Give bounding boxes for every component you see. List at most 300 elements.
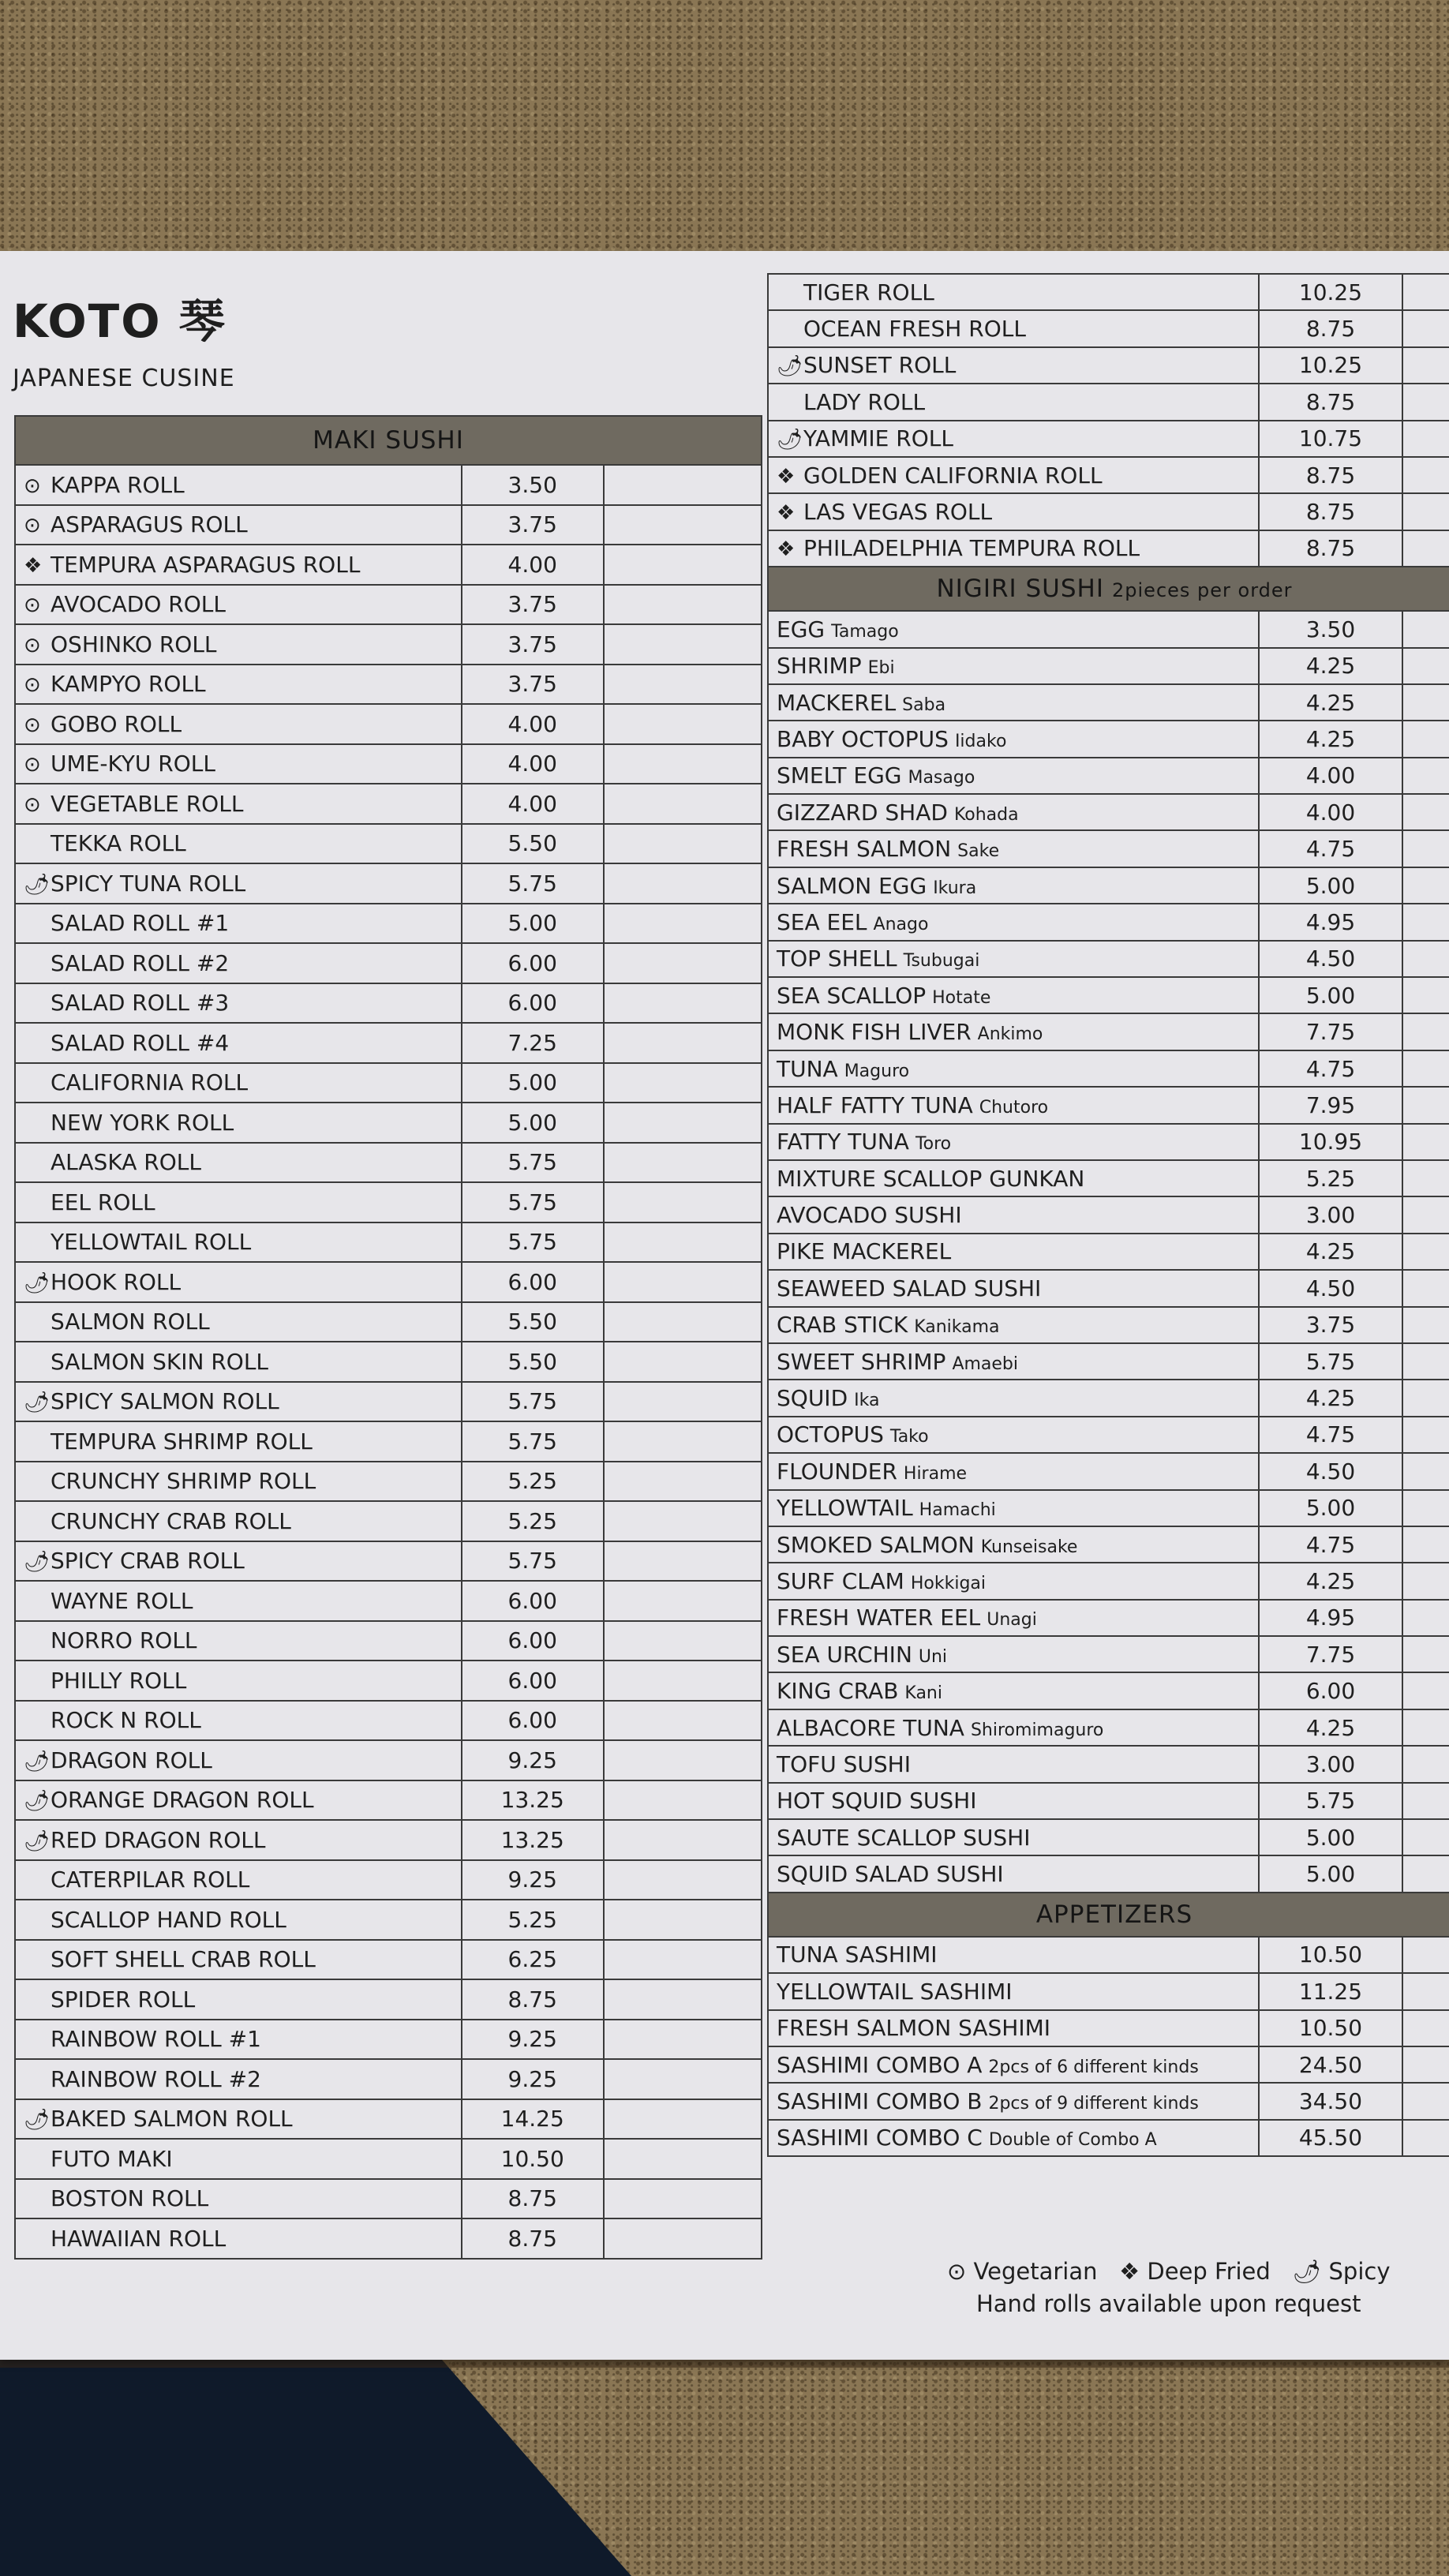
item-name: VEGETABLE ROLL <box>51 790 244 817</box>
item-name-cell <box>15 1143 462 1183</box>
item-name-cell <box>768 1013 1259 1050</box>
item-name-cell <box>15 624 462 665</box>
item-price: 4.00 <box>462 704 604 744</box>
blank-cell <box>1402 1050 1449 1087</box>
item-price: 3.00 <box>1259 1746 1402 1782</box>
item-name: ORANGE DRAGON ROLL <box>51 1787 314 1814</box>
item-name: FRESH SALMON SASHIMI <box>777 2015 1051 2042</box>
item-price: 4.00 <box>462 784 604 824</box>
item-name: CRUNCHY CRAB ROLL <box>51 1507 291 1534</box>
menu-item-row <box>768 611 1449 647</box>
item-japanese-name: Kanikama <box>914 1317 1000 1338</box>
item-name-cell <box>15 1621 462 1661</box>
item-price: 4.00 <box>462 545 604 585</box>
item-price: 9.25 <box>462 1740 604 1780</box>
menu-item-row <box>15 1860 762 1900</box>
item-name-cell <box>768 1270 1259 1306</box>
item-name-cell <box>768 530 1259 567</box>
blank-cell <box>1402 611 1449 647</box>
item-price: 4.00 <box>1259 794 1402 830</box>
item-name: SALAD ROLL #2 <box>51 949 230 976</box>
table-surface-shadow <box>0 2360 631 2576</box>
menu-item-row <box>15 1462 762 1502</box>
item-japanese-name: Uni <box>918 1646 948 1667</box>
item-japanese-name: Sake <box>957 841 1000 862</box>
menu-item-row <box>768 2010 1449 2046</box>
item-price: 4.95 <box>1259 904 1402 940</box>
item-japanese-name: Masago <box>908 768 975 788</box>
item-name: YELLOWTAIL ROLL <box>51 1229 252 1256</box>
menu-item-row <box>15 1143 762 1183</box>
blank-cell <box>604 585 762 625</box>
item-name-cell <box>15 1541 462 1582</box>
menu-item-row <box>15 665 762 705</box>
item-name-cell <box>15 1462 462 1502</box>
blank-cell <box>604 1541 762 1582</box>
blank-cell <box>1402 1453 1449 1489</box>
menu-item-row <box>768 1819 1449 1855</box>
blank-cell <box>1402 1307 1449 1343</box>
blank-cell <box>604 1661 762 1701</box>
right-column-table <box>767 273 1449 2157</box>
menu-item-row <box>15 1979 762 2020</box>
item-japanese-name: Anago <box>873 914 929 934</box>
item-name: SWEET SHRIMP <box>777 1348 946 1375</box>
item-name-cell <box>768 1636 1259 1672</box>
menu-item-row <box>15 2020 762 2060</box>
item-name: SPICY TUNA ROLL <box>51 870 246 897</box>
vegetarian-icon: ⊙ <box>947 2258 967 2285</box>
item-name: SURF CLAM <box>777 1567 904 1594</box>
vegetarian-icon: ⊙ <box>24 713 41 737</box>
menu-item-row <box>15 2059 762 2099</box>
menu-item-row <box>768 1270 1449 1306</box>
item-price: 8.75 <box>1259 530 1402 567</box>
item-name-cell <box>15 983 462 1024</box>
item-price: 4.25 <box>1259 648 1402 684</box>
item-japanese-name: Ebi <box>867 658 895 679</box>
item-name-cell <box>15 465 462 505</box>
blank-cell <box>604 983 762 1024</box>
item-name: TUNA SASHIMI <box>777 1941 938 1968</box>
item-price: 5.25 <box>462 1501 604 1541</box>
item-price: 10.50 <box>1259 2010 1402 2046</box>
item-price: 5.25 <box>462 1900 604 1940</box>
item-name-cell <box>768 1563 1259 1599</box>
blank-cell <box>1402 830 1449 867</box>
vegetarian-icon: ⊙ <box>24 673 41 698</box>
legend-spicy: Spicy <box>1328 2258 1391 2285</box>
item-price: 13.25 <box>462 1820 604 1860</box>
menu-item-row <box>15 1701 762 1741</box>
item-price: 3.75 <box>462 505 604 545</box>
menu-item-row <box>768 867 1449 904</box>
item-name: DRAGON ROLL <box>51 1747 212 1773</box>
item-name-cell <box>768 274 1259 310</box>
menu-item-row <box>15 1900 762 1940</box>
item-name-cell <box>768 867 1259 904</box>
item-name: SPICY SALMON ROLL <box>51 1388 279 1415</box>
section-header <box>768 1893 1449 1937</box>
item-price: 5.75 <box>462 1382 604 1422</box>
item-name-cell <box>15 1302 462 1342</box>
item-name: OSHINKO ROLL <box>51 631 217 657</box>
spicy-icon: 🌶 <box>24 1789 51 1814</box>
item-price: 4.50 <box>1259 941 1402 977</box>
item-price: 5.00 <box>1259 1855 1402 1892</box>
blank-cell <box>1402 758 1449 794</box>
item-name-cell <box>768 1600 1259 1636</box>
blank-cell <box>1402 941 1449 977</box>
menu-item-row <box>15 1023 762 1063</box>
menu-item-row <box>768 347 1449 384</box>
item-name: SOFT SHELL CRAB ROLL <box>51 1946 316 1973</box>
item-name-cell <box>15 2139 462 2179</box>
item-name: YELLOWTAIL <box>777 1495 913 1522</box>
blank-cell <box>604 1940 762 1980</box>
blank-cell <box>604 824 762 864</box>
blank-cell <box>1402 904 1449 940</box>
blank-cell <box>604 2020 762 2060</box>
item-name: SEA SCALLOP <box>777 982 927 1009</box>
section-title: APPETIZERS <box>1035 1900 1193 1929</box>
blank-cell <box>604 665 762 705</box>
item-name-cell <box>15 704 462 744</box>
menu-item-row <box>15 1621 762 1661</box>
menu-item-row <box>15 1421 762 1462</box>
item-name-cell <box>15 545 462 585</box>
item-name: FRESH SALMON <box>777 836 952 863</box>
menu-item-row <box>768 977 1449 1013</box>
blank-cell <box>1402 384 1449 420</box>
blank-cell <box>1402 421 1449 457</box>
blank-cell <box>1402 1270 1449 1306</box>
item-name-cell <box>768 347 1259 384</box>
item-japanese-name: Maguro <box>844 1061 910 1081</box>
section-title: NIGIRI SUSHI <box>936 575 1104 604</box>
deep-fried-icon: ❖ <box>1119 2258 1140 2285</box>
item-price: 3.75 <box>462 624 604 665</box>
menu-item-row <box>768 1087 1449 1123</box>
item-name-cell <box>15 585 462 625</box>
blank-cell <box>604 904 762 944</box>
item-price: 3.50 <box>462 465 604 505</box>
blank-cell <box>1402 1672 1449 1709</box>
menu-item-row <box>15 2218 762 2259</box>
menu-item-row <box>15 1222 762 1263</box>
blank-cell <box>1402 1417 1449 1453</box>
item-name-cell <box>768 977 1259 1013</box>
menu-item-row <box>15 904 762 944</box>
item-price: 7.95 <box>1259 1087 1402 1123</box>
item-name-cell <box>15 1103 462 1143</box>
blank-cell <box>604 1143 762 1183</box>
menu-item-row <box>768 1600 1449 1636</box>
blank-cell <box>1402 648 1449 684</box>
item-price: 4.25 <box>1259 684 1402 721</box>
legend-vegetarian: Vegetarian <box>973 2258 1098 2285</box>
item-japanese-name: Iidako <box>954 731 1007 751</box>
blank-cell <box>604 1462 762 1502</box>
deep-fried-icon: ❖ <box>777 464 796 489</box>
item-name-cell <box>768 1937 1259 1973</box>
blank-cell <box>604 1501 762 1541</box>
menu-item-row <box>768 1307 1449 1343</box>
item-price: 3.75 <box>462 665 604 705</box>
item-name: SEA EEL <box>777 908 867 935</box>
item-name-cell <box>768 2083 1259 2119</box>
menu-item-row <box>768 1013 1449 1050</box>
item-name: PHILADELPHIA TEMPURA ROLL <box>803 535 1140 562</box>
blank-cell <box>604 1780 762 1821</box>
item-price: 9.25 <box>462 2059 604 2099</box>
item-name: LAS VEGAS ROLL <box>803 499 993 526</box>
blank-cell <box>1402 1234 1449 1270</box>
item-price: 6.00 <box>462 1661 604 1701</box>
item-name: SMELT EGG <box>777 762 902 789</box>
blank-cell <box>1402 1380 1449 1416</box>
item-price: 34.50 <box>1259 2083 1402 2119</box>
item-name: PHILLY ROLL <box>51 1667 187 1694</box>
item-japanese-name: Tako <box>889 1427 929 1447</box>
item-name: SASHIMI COMBO B <box>777 2088 983 2115</box>
item-name: YELLOWTAIL SASHIMI <box>777 1978 1013 2005</box>
item-name-cell <box>768 2046 1259 2083</box>
item-name-cell <box>768 310 1259 346</box>
menu-item-row <box>15 943 762 983</box>
menu-item-row <box>15 1661 762 1701</box>
item-name: SPIDER ROLL <box>51 1986 196 2012</box>
deep-fried-icon: ❖ <box>777 501 796 526</box>
menu-item-row <box>768 721 1449 757</box>
item-name-cell <box>768 721 1259 757</box>
menu-item-row <box>15 465 762 505</box>
item-name-cell <box>768 1087 1259 1123</box>
item-name: SASHIMI COMBO A <box>777 2051 983 2078</box>
menu-item-row <box>768 530 1449 567</box>
item-price: 5.75 <box>1259 1783 1402 1819</box>
item-name: FRESH WATER EEL <box>777 1604 981 1631</box>
menu-item-row <box>768 1343 1449 1380</box>
menu-item-row <box>768 648 1449 684</box>
item-name-cell <box>15 1581 462 1621</box>
menu-item-row <box>768 1672 1449 1709</box>
item-name: KING CRAB <box>777 1678 899 1705</box>
spicy-icon: 🌶 <box>24 2108 51 2132</box>
menu-item-row <box>768 758 1449 794</box>
blank-cell <box>604 1182 762 1222</box>
item-name-cell <box>15 1501 462 1541</box>
item-name-cell <box>768 1196 1259 1233</box>
item-name-cell <box>15 2099 462 2140</box>
menu-item-row <box>15 1063 762 1103</box>
item-name-cell <box>15 1222 462 1263</box>
item-name-cell <box>768 2120 1259 2156</box>
item-price: 3.50 <box>1259 611 1402 647</box>
item-japanese-name: Ikura <box>933 878 977 898</box>
item-japanese-name: Tamago <box>831 621 899 642</box>
menu-item-row <box>768 1196 1449 1233</box>
menu-item-row <box>768 904 1449 940</box>
blank-cell <box>1402 347 1449 384</box>
menu-item-row <box>15 505 762 545</box>
menu-item-row <box>15 1182 762 1222</box>
menu-item-row <box>15 824 762 864</box>
item-name: MIXTURE SCALLOP GUNKAN <box>777 1165 1085 1192</box>
item-name-cell <box>15 1820 462 1860</box>
item-name: ROCK N ROLL <box>51 1707 201 1734</box>
section-title-cell <box>15 416 762 465</box>
item-price: 7.25 <box>462 1023 604 1063</box>
menu-item-row <box>768 1746 1449 1782</box>
deep-fried-icon: ❖ <box>24 553 43 578</box>
item-price: 9.25 <box>462 2020 604 2060</box>
menu-item-row <box>15 1103 762 1143</box>
item-name-cell <box>768 421 1259 457</box>
item-name-cell <box>15 1063 462 1103</box>
item-name: FLOUNDER <box>777 1458 897 1485</box>
blank-cell <box>604 1421 762 1462</box>
menu-item-row <box>15 2099 762 2140</box>
blank-cell <box>1402 2120 1449 2156</box>
blank-cell <box>604 1979 762 2020</box>
menu-item-row <box>768 2046 1449 2083</box>
legend-deep-fried: Deep Fried <box>1147 2258 1271 2285</box>
item-price: 8.75 <box>1259 493 1402 530</box>
item-price: 6.00 <box>462 983 604 1024</box>
blank-cell <box>1402 274 1449 310</box>
menu-item-row <box>15 1780 762 1821</box>
item-name: CRUNCHY SHRIMP ROLL <box>51 1468 316 1495</box>
item-name: EEL ROLL <box>51 1189 155 1215</box>
vegetarian-icon: ⊙ <box>24 474 41 498</box>
item-price: 6.25 <box>462 1940 604 1980</box>
menu-item-row <box>768 1453 1449 1489</box>
item-name-cell <box>15 2179 462 2219</box>
item-japanese-name: 2pcs of 6 different kinds <box>988 2057 1199 2077</box>
blank-cell <box>1402 530 1449 567</box>
spicy-icon: 🌶 <box>777 428 803 452</box>
menu-item-row <box>768 1490 1449 1526</box>
item-price: 10.50 <box>1259 1937 1402 1973</box>
menu-item-row <box>15 2139 762 2179</box>
item-name: SCALLOP HAND ROLL <box>51 1906 286 1933</box>
item-japanese-name: Unagi <box>987 1610 1037 1631</box>
item-name: SQUID <box>777 1385 848 1412</box>
maki-sushi-table <box>14 415 762 2260</box>
item-price: 10.25 <box>1259 274 1402 310</box>
item-price: 10.50 <box>462 2139 604 2179</box>
deep-fried-icon: ❖ <box>777 537 796 562</box>
item-name-cell <box>768 1746 1259 1782</box>
item-name: TIGER ROLL <box>803 279 934 305</box>
item-price: 4.00 <box>462 744 604 784</box>
item-price: 4.75 <box>1259 1417 1402 1453</box>
item-name: SALMON ROLL <box>51 1309 210 1335</box>
menu-item-row <box>15 1262 762 1302</box>
item-name-cell <box>768 941 1259 977</box>
item-name-cell <box>15 943 462 983</box>
blank-cell <box>604 465 762 505</box>
blank-cell <box>1402 1783 1449 1819</box>
item-price: 4.50 <box>1259 1270 1402 1306</box>
item-name: ASPARAGUS ROLL <box>51 511 248 538</box>
vegetarian-icon: ⊙ <box>24 514 41 538</box>
blank-cell <box>604 1820 762 1860</box>
blank-cell <box>1402 2010 1449 2046</box>
menu-item-row <box>15 704 762 744</box>
blank-cell <box>1402 977 1449 1013</box>
item-name: OCTOPUS <box>777 1421 884 1448</box>
menu-item-row <box>768 2083 1449 2119</box>
menu-item-row <box>768 1783 1449 1819</box>
item-japanese-name: Ika <box>854 1391 880 1411</box>
menu-item-row <box>768 1124 1449 1160</box>
item-name: BOSTON ROLL <box>51 2185 209 2212</box>
item-price: 24.50 <box>1259 2046 1402 2083</box>
item-price: 11.25 <box>1259 1973 1402 2009</box>
item-price: 6.00 <box>1259 1672 1402 1709</box>
item-name-cell <box>15 1023 462 1063</box>
item-name: SALAD ROLL #4 <box>51 1029 230 1056</box>
blank-cell <box>1402 794 1449 830</box>
item-name: PIKE MACKEREL <box>777 1238 952 1265</box>
item-price: 8.75 <box>1259 384 1402 420</box>
spicy-icon: 🌶 <box>24 1391 51 1415</box>
blank-cell <box>604 943 762 983</box>
item-name-cell <box>768 794 1259 830</box>
menu-item-row <box>15 1382 762 1422</box>
item-name-cell <box>15 904 462 944</box>
blank-cell <box>604 1023 762 1063</box>
item-name-cell <box>768 611 1259 647</box>
item-name-cell <box>768 648 1259 684</box>
blank-cell <box>1402 1855 1449 1892</box>
item-name-cell <box>15 744 462 784</box>
menu-item-row <box>15 1581 762 1621</box>
item-name-cell <box>15 1661 462 1701</box>
blank-cell <box>604 1860 762 1900</box>
item-name-cell <box>15 2218 462 2259</box>
blank-cell <box>1402 1600 1449 1636</box>
paper-edge-shadow <box>0 2360 1449 2368</box>
menu-item-row <box>768 830 1449 867</box>
item-price: 10.75 <box>1259 421 1402 457</box>
item-name: CALIFORNIA ROLL <box>51 1069 249 1096</box>
blank-cell <box>604 1222 762 1263</box>
item-name: RAINBOW ROLL #2 <box>51 2065 261 2092</box>
item-price: 8.75 <box>462 2179 604 2219</box>
item-name-cell <box>768 684 1259 721</box>
item-name: UME-KYU ROLL <box>51 751 216 777</box>
menu-item-row <box>768 684 1449 721</box>
blank-cell <box>604 1740 762 1780</box>
item-price: 5.00 <box>1259 1490 1402 1526</box>
blank-cell <box>1402 1490 1449 1526</box>
blank-cell <box>604 784 762 824</box>
item-name-cell <box>768 1050 1259 1087</box>
blank-cell <box>604 2139 762 2179</box>
item-name: SASHIMI COMBO C <box>777 2125 983 2151</box>
item-price: 4.50 <box>1259 1453 1402 1489</box>
restaurant-name: KOTO 琴 <box>13 294 227 348</box>
blank-cell <box>1402 867 1449 904</box>
menu-item-row <box>15 1740 762 1780</box>
vegetarian-icon: ⊙ <box>24 593 41 618</box>
blank-cell <box>1402 1563 1449 1599</box>
item-price: 5.00 <box>462 1103 604 1143</box>
menu-item-row <box>15 1501 762 1541</box>
